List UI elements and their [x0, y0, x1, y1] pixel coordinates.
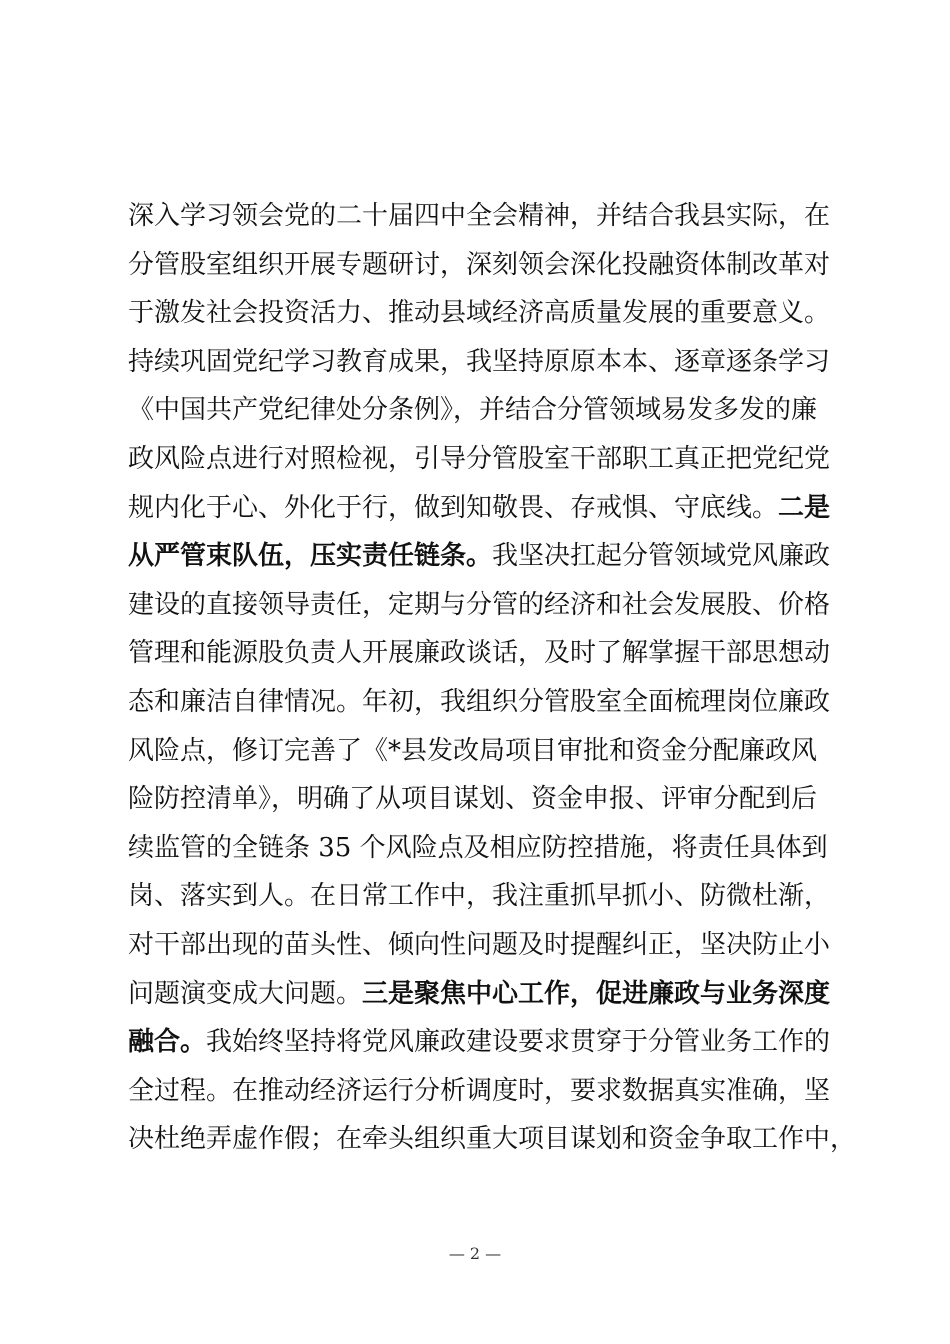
- text-line: [128, 970, 831, 1019]
- text-line: [128, 192, 831, 241]
- text-segment: 分管股室组织开展专题研讨，深刻领会深化投融资体制改革对: [128, 249, 831, 280]
- body-text: [128, 192, 857, 1164]
- text-segment: 我始终坚持将党风廉政建设要求贯穿于分管业务工作的: [206, 1027, 831, 1058]
- text-line: [128, 678, 831, 727]
- text-segment: 我坚决扛起分管领域党风廉政: [492, 541, 831, 572]
- text-segment: 于激发社会投资活力、推动县域经济高质量发展的重要意义。: [128, 298, 831, 329]
- text-segment: 险防控清单》，明确了从项目谋划、资金申报、评审分配到后: [128, 784, 818, 815]
- text-line: [128, 629, 831, 678]
- text-line: [128, 872, 831, 921]
- text-line: [128, 1018, 831, 1067]
- text-line: [128, 338, 831, 387]
- text-segment: 持续巩固党纪学习教育成果，我坚持原原本本、逐章逐条学习: [128, 346, 831, 377]
- text-line: [128, 727, 828, 776]
- text-line: [128, 1115, 857, 1164]
- text-segment: 全过程。在推动经济运行分析调度时，要求数据真实准确，坚: [128, 1075, 831, 1106]
- text-segment: 问题演变成大问题。: [128, 978, 363, 1009]
- text-line: [128, 581, 831, 630]
- text-line: [128, 921, 831, 970]
- bold-text-segment: 从严管束队伍，压实责任链条。: [128, 541, 493, 572]
- text-line: [128, 435, 831, 484]
- text-segment: 对干部出现的苗头性、倾向性问题及时提醒纠正，坚决防止小: [128, 929, 831, 960]
- text-line: [128, 484, 831, 533]
- text-line: [128, 824, 828, 873]
- bold-text-segment: 二是: [778, 492, 831, 523]
- text-segment: 风险点，修订完善了《*县发改局项目审批和资金分配廉政风: [128, 735, 818, 766]
- text-segment: 政风险点进行对照检视，引导分管股室干部职工真正把党纪党: [128, 443, 831, 474]
- text-line: [128, 532, 831, 581]
- text-line: [128, 241, 831, 290]
- text-line: [128, 1067, 831, 1116]
- text-segment: 态和廉洁自律情况。年初，我组织分管股室全面梳理岗位廉政: [128, 686, 831, 717]
- text-segment: 建设的直接领导责任，定期与分管的经济和社会发展股、价格: [128, 589, 831, 620]
- text-line: [128, 775, 828, 824]
- text-segment: 续监管的全链条 35 个风险点及相应防控措施，将责任具体到: [128, 832, 828, 863]
- bold-text-segment: 融合。: [128, 1027, 207, 1058]
- text-line: [128, 289, 831, 338]
- text-segment: 规内化于心、外化于行，做到知敬畏、存戒惧、守底线。: [128, 492, 779, 523]
- page-number: — 2 —: [448, 1244, 502, 1263]
- text-segment: 岗、落实到人。在日常工作中，我注重抓早抓小、防微杜渐，: [128, 881, 831, 912]
- bold-text-segment: 三是聚焦中心工作，促进廉政与业务深度: [362, 978, 831, 1009]
- text-segment: 《中国共产党纪律处分条例》，并结合分管领域易发多发的廉: [128, 395, 818, 426]
- text-segment: 管理和能源股负责人开展廉政谈话，及时了解掌握干部思想动: [128, 638, 831, 669]
- text-segment: 深入学习领会党的二十届四中全会精神，并结合我县实际，在: [128, 201, 831, 231]
- text-segment: 决杜绝弄虚作假；在牵头组织重大项目谋划和资金争取工作中，: [128, 1124, 857, 1155]
- text-line: [128, 386, 828, 435]
